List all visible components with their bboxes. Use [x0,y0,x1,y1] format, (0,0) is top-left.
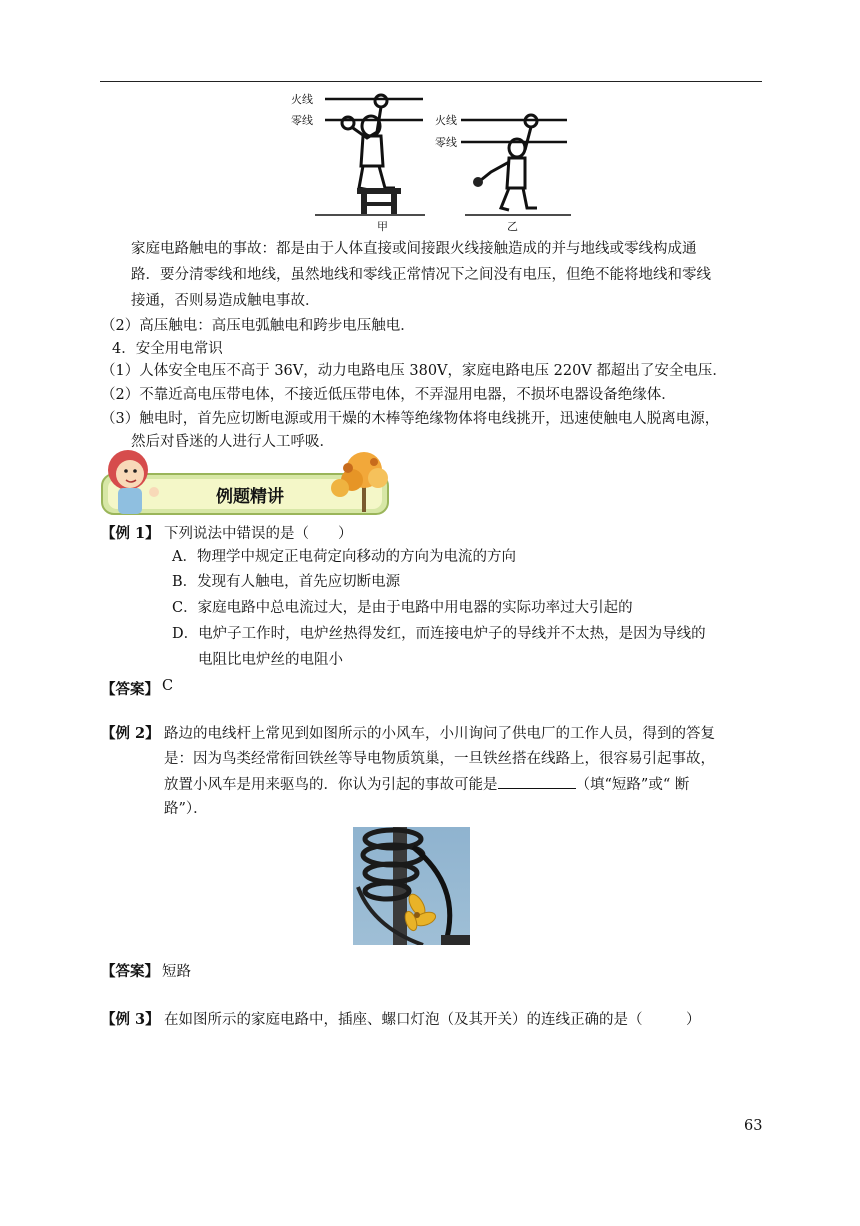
high-voltage-item: （2）高压触电：高压电弧触电和跨步电压触电． [101,318,415,334]
header-rule [100,81,762,82]
answer-blank[interactable] [498,772,576,789]
example-banner [96,444,396,520]
left-hot-label: 火线 [291,93,313,106]
example1-option-d-cont: 电阻比电炉丝的电阻小 [198,652,343,668]
example1-question: 下列说法中错误的是（ ） [164,526,353,542]
left-caption: 甲 [377,220,388,233]
example1-answer-label: 【答案】 [101,681,159,698]
safety-item-1: （1）人体安全电压不高于 36V，动力电路电压 380V，家庭电路电压 220V 都超出了安全电压． [101,363,727,379]
page-number: 63 [744,1118,763,1134]
example3-label: 【例 3】 [101,1011,160,1028]
example2-line-3-after: （填“短路”或“ 断 [575,777,690,793]
right-caption: 乙 [507,220,518,233]
example1-option-b: B．发现有人触电，首先应切断电源 [172,574,401,590]
safety-item-2: （2）不靠近高电压带电体，不接近低压带电体，不弄湿用电器，不损坏电器设备绝缘体． [101,387,676,403]
left-neutral-label: 零线 [291,114,313,127]
banner-title: 例题精讲 [216,487,284,507]
example3-question: 在如图所示的家庭电路中，插座、螺口灯泡（及其开关）的连线正确的是（ ） [164,1012,701,1028]
accident-line-2: 路．要分清零线和地线，虽然地线和零线正常情况下之间没有电压，但绝不能将地线和零线 [131,267,711,283]
safety-item-3-line-2: 然后对昏迷的人进行人工呼吸． [131,434,334,450]
example2-label: 【例 2】 [101,725,160,742]
example2-line-1: 路边的电线杆上常见到如图所示的小风车，小川询问了供电厂的工作人员，得到的答复 [164,726,715,742]
example2-answer-label: 【答案】 [101,963,159,980]
example1-option-a: A．物理学中规定正电荷定向移动的方向为电流的方向 [172,549,516,565]
example1-answer: C [162,678,174,694]
example1-option-d: D．电炉子工作时，电炉丝热得发红，而连接电炉子的导线并不太热，是因为导线的 [172,626,706,642]
shock-illustration [285,84,575,234]
example2-answer: 短路 [162,964,191,980]
example2-line-3 [164,772,689,794]
windmill-photo [353,827,470,945]
example1-option-c: C．家庭电路中总电流过大，是由于电路中用电器的实际功率过大引起的 [172,600,633,616]
example2-line-2: 是：因为鸟类经常衔回铁丝等导电物质筑巢，一旦铁丝搭在线路上，很容易引起事故， [164,751,715,767]
accident-line-3: 接通，否则易造成触电事故． [131,293,320,309]
right-neutral-label: 零线 [435,136,457,149]
safety-item-3-line-1: （3）触电时，首先应切断电源或用干燥的木棒等绝缘物体将电线挑开，迅速使触电人脱离电源， [101,411,720,427]
right-hot-label: 火线 [435,114,457,127]
example2-line-3-before: 放置小风车是用来驱鸟的．你认为引起的事故可能是 [164,777,498,793]
example1-label: 【例 1】 [101,525,160,542]
accident-line-1: 家庭电路触电的事故：都是由于人体直接或间接跟火线接触造成的并与地线或零线构成通 [131,241,697,257]
section4-title: 4．安全用电常识 [112,341,223,357]
example2-line-4: 路”）． [164,801,208,817]
